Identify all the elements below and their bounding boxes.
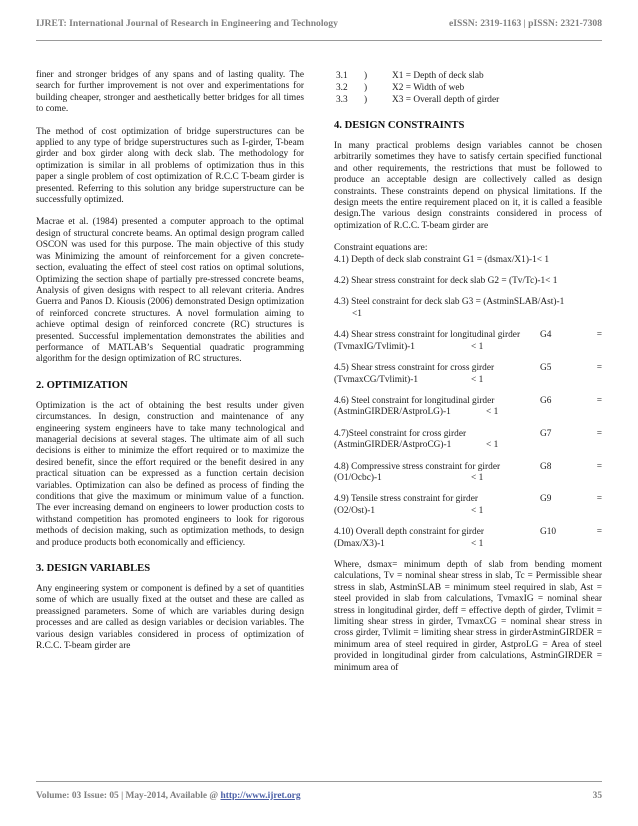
constraint-equation: [334, 363, 602, 386]
constraint-symbol: G6: [540, 395, 552, 406]
constraint-desc: 4.6) Steel constraint for longitudinal girder: [334, 395, 495, 406]
constraint-limit: < 1: [471, 472, 484, 483]
constraint-formula: (AstminGIRDER/AstproLG)-1: [334, 407, 451, 418]
constraint-symbol: G8: [540, 461, 552, 472]
left-column: [36, 70, 304, 772]
constraint-formula: (TvmaxIG/Tvlimit)-1: [334, 341, 415, 352]
paragraph: In many practical problems design variables cannot be chosen arbitrarily sometimes they have to satisfy certain specified functional and other requirements, the restrictions that must be followed to produce an acceptable design are collectively called as design constraints. These constraints depend on physical limitations. If the design meets the entire requirement placed on it, it is called a feasible design.The various design constraints considered in process of optimization of R.C.C. T-beam girder are: [334, 141, 602, 231]
constraint-formula: (TvmaxCG/Tvlimit)-1: [334, 374, 419, 385]
header-rule: [36, 40, 602, 41]
constraint-equation: [334, 527, 602, 550]
equals-sign: =: [596, 461, 602, 472]
constraint-desc: 4.5) Shear stress constraint for cross girder: [334, 363, 495, 374]
constraint-equation: [334, 330, 602, 353]
constraint-desc: 4.9) Tensile stress constraint for girder: [334, 494, 478, 505]
item-bracket: ): [364, 71, 368, 81]
paragraph: The method of cost optimization of bridge superstructures can be applied to any type of bridge superstructures such as I-girder, T-beam girder and box girder along with deck slab. The methodology for optimization is similar in all problems of optimization thus in this paper a single problem of cost optimization of R.C.C T-beam girder is presented. Referring to this solution any bridge superstructure can be successfully optimized.: [36, 126, 304, 206]
item-number: 3.3: [336, 95, 348, 105]
constraint-limit: < 1: [471, 374, 484, 385]
footer-info: [36, 791, 301, 801]
constraint-equation: [334, 462, 602, 485]
equals-sign: =: [596, 527, 602, 538]
list-item: [334, 94, 602, 106]
equals-sign: =: [596, 494, 602, 505]
constraint-limit: < 1: [486, 407, 499, 418]
constraint-equation: [334, 429, 602, 452]
equation-line: <1: [352, 308, 362, 319]
equals-sign: =: [596, 395, 602, 406]
constraint-formula: (Dmax/X3)-1: [334, 538, 385, 549]
paragraph: Optimization is the act of obtaining the best results under given circumstances. In design, construction and maintenance of any engineering system engineers have to take many technological and managerial decisions at several stages. The ultimate aim of all such decisions is either to minimize the effort required or to maximize the desired benefit, since the effort required or the benefit desired in any practical situation can be expressed as a function certain decision variables. Optimization can also be defined as process of finding the conditions that give the maximum or minimum value of a function. The ever increasing demand on engineers to lower production costs to withstand competition has promoted engineers to look for rigorous methods of decision making, such as optimization methods, to design and produce products both economically and efficiency.: [36, 400, 304, 548]
constraint-symbol: G7: [540, 428, 552, 439]
item-bracket: ): [364, 83, 368, 93]
design-variable-list: [334, 70, 602, 106]
paragraph: Macrae et al. (1984) presented a computer approach to the optimal design of structural concrete beams. An optimal design program called OSCON was used for this purpose. The main objective of this study was Minimizing the amount of reinforcement for a given concrete-section, evaluating the effect of steel cost ratios on optimal solutions, Optimizing the section shape of partially pre-stressed concrete beams, Analysis of given designs with respect to all relevant criteria. Andres Guerra and Panos D. Kiousis (2006) demonstrated Design optimization of reinforced concrete structures. A novel formulation aiming to achieve optimal design of reinforced concrete (RC) structures is presented. Successful implementation demonstrates the abilities and performance of MATLAB’s Sequential quadratic programming algorithm for the design optimization of RC structures.: [36, 217, 304, 365]
constraint-equation: 4.1) Depth of deck slab constraint G1 = (dsmax/X1)-1< 1: [334, 254, 550, 265]
list-item: [334, 82, 602, 94]
equals-sign: =: [596, 330, 602, 341]
page-number: 35: [592, 791, 602, 801]
constraint-equation: [334, 297, 602, 320]
footer-rule: [36, 781, 602, 782]
constraint-symbol: G9: [540, 494, 552, 505]
item-definition: X1 = Depth of deck slab: [392, 71, 484, 81]
constraint-desc: 4.7)Steel constraint for cross girder: [334, 428, 467, 439]
constraint-limit: < 1: [471, 538, 484, 549]
constraint-formula: (AstminGIRDER/AstproCG)-1: [334, 440, 452, 451]
constraint-equation: 4.2) Shear stress constraint for deck slab G2 = (Tv/Tc)-1< 1: [334, 276, 558, 287]
constraint-limit: < 1: [471, 341, 484, 352]
paragraph: Where, dsmax= minimum depth of slab from bending moment calculations, Tv = nominal shear stress in slab, Tc = Permissible shear stress in slab, AstminSLAB = minimum steel required in slab, Ast = steel provided in slab from calculations, TvmaxIG = nominal shear stress in longitudinal girder, deff = effective depth of girder, Tvlimit = limiting shear stress in girder, TvmaxCG = nominal shear stress in cross girder, Tvlimit = limiting shear stress in girderAstminGIRDER = minimum area of steel required in girder, AstproLG = Area of steel provided in longitudinal girder from calculations, AstminGIRDER = minimum area of: [334, 559, 602, 673]
item-bracket: ): [364, 95, 368, 105]
constraint-limit: < 1: [486, 440, 499, 451]
paragraph: Any engineering system or component is defined by a set of quantities some of which are usually fixed at the outset and these are called as preassigned parameters. Some of which are variables during design processes and are called as design variables or decision variables. The various design variables considered in process of optimization of R.C.C. T-beam girder are: [36, 584, 304, 652]
constraint-desc: 4.4) Shear stress constraint for longitudinal girder: [334, 330, 521, 341]
right-column: [334, 70, 602, 772]
constraint-desc: 4.10) Overall depth constraint for girder: [334, 527, 484, 538]
section-heading-design-variables: 3. DESIGN VARIABLES: [36, 563, 151, 575]
item-number: 3.1: [336, 71, 348, 81]
equations-title: Constraint equations are:: [334, 243, 428, 254]
equation-line: 4.3) Steel constraint for deck slab G3 = (AstminSLAB/Ast)-1: [334, 297, 565, 308]
constraint-symbol: G4: [540, 330, 552, 341]
equals-sign: =: [596, 363, 602, 374]
journal-title: IJRET: International Journal of Research in Engineering and Technology: [36, 18, 338, 29]
constraint-equation: [334, 396, 602, 419]
constraint-equation: [334, 494, 602, 517]
item-definition: X2 = Width of web: [392, 83, 465, 93]
constraint-formula: (O2/Ost)-1: [334, 505, 376, 516]
volume-text: Volume: 03 Issue: 05 | May-2014, Available @: [36, 791, 221, 801]
page-footer: [36, 791, 602, 807]
page-header: [36, 12, 602, 40]
item-number: 3.2: [336, 83, 348, 93]
list-item: [334, 70, 602, 82]
constraint-symbol: G10: [540, 527, 557, 538]
paragraph: finer and stronger bridges of any spans and of lasting quality. The search for further improvement is not over and experimentations for building cheaper, stronger and aesthetically better bridges for all times to come.: [36, 70, 304, 115]
constraint-desc: 4.8) Compressive stress constraint for girder: [334, 461, 501, 472]
issn-text: eISSN: 2319-1163 | pISSN: 2321-7308: [449, 18, 602, 29]
constraint-formula: (O1/Ocbc)-1: [334, 472, 382, 483]
journal-url-link[interactable]: http://www.ijret.org: [220, 791, 301, 801]
section-heading-optimization: 2. OPTIMIZATION: [36, 379, 128, 391]
constraint-symbol: G5: [540, 363, 552, 374]
constraint-limit: < 1: [471, 505, 484, 516]
section-heading-design-constraints: 4. DESIGN CONSTRAINTS: [334, 120, 465, 131]
item-definition: X3 = Overall depth of girder: [392, 95, 500, 105]
equals-sign: =: [596, 428, 602, 439]
